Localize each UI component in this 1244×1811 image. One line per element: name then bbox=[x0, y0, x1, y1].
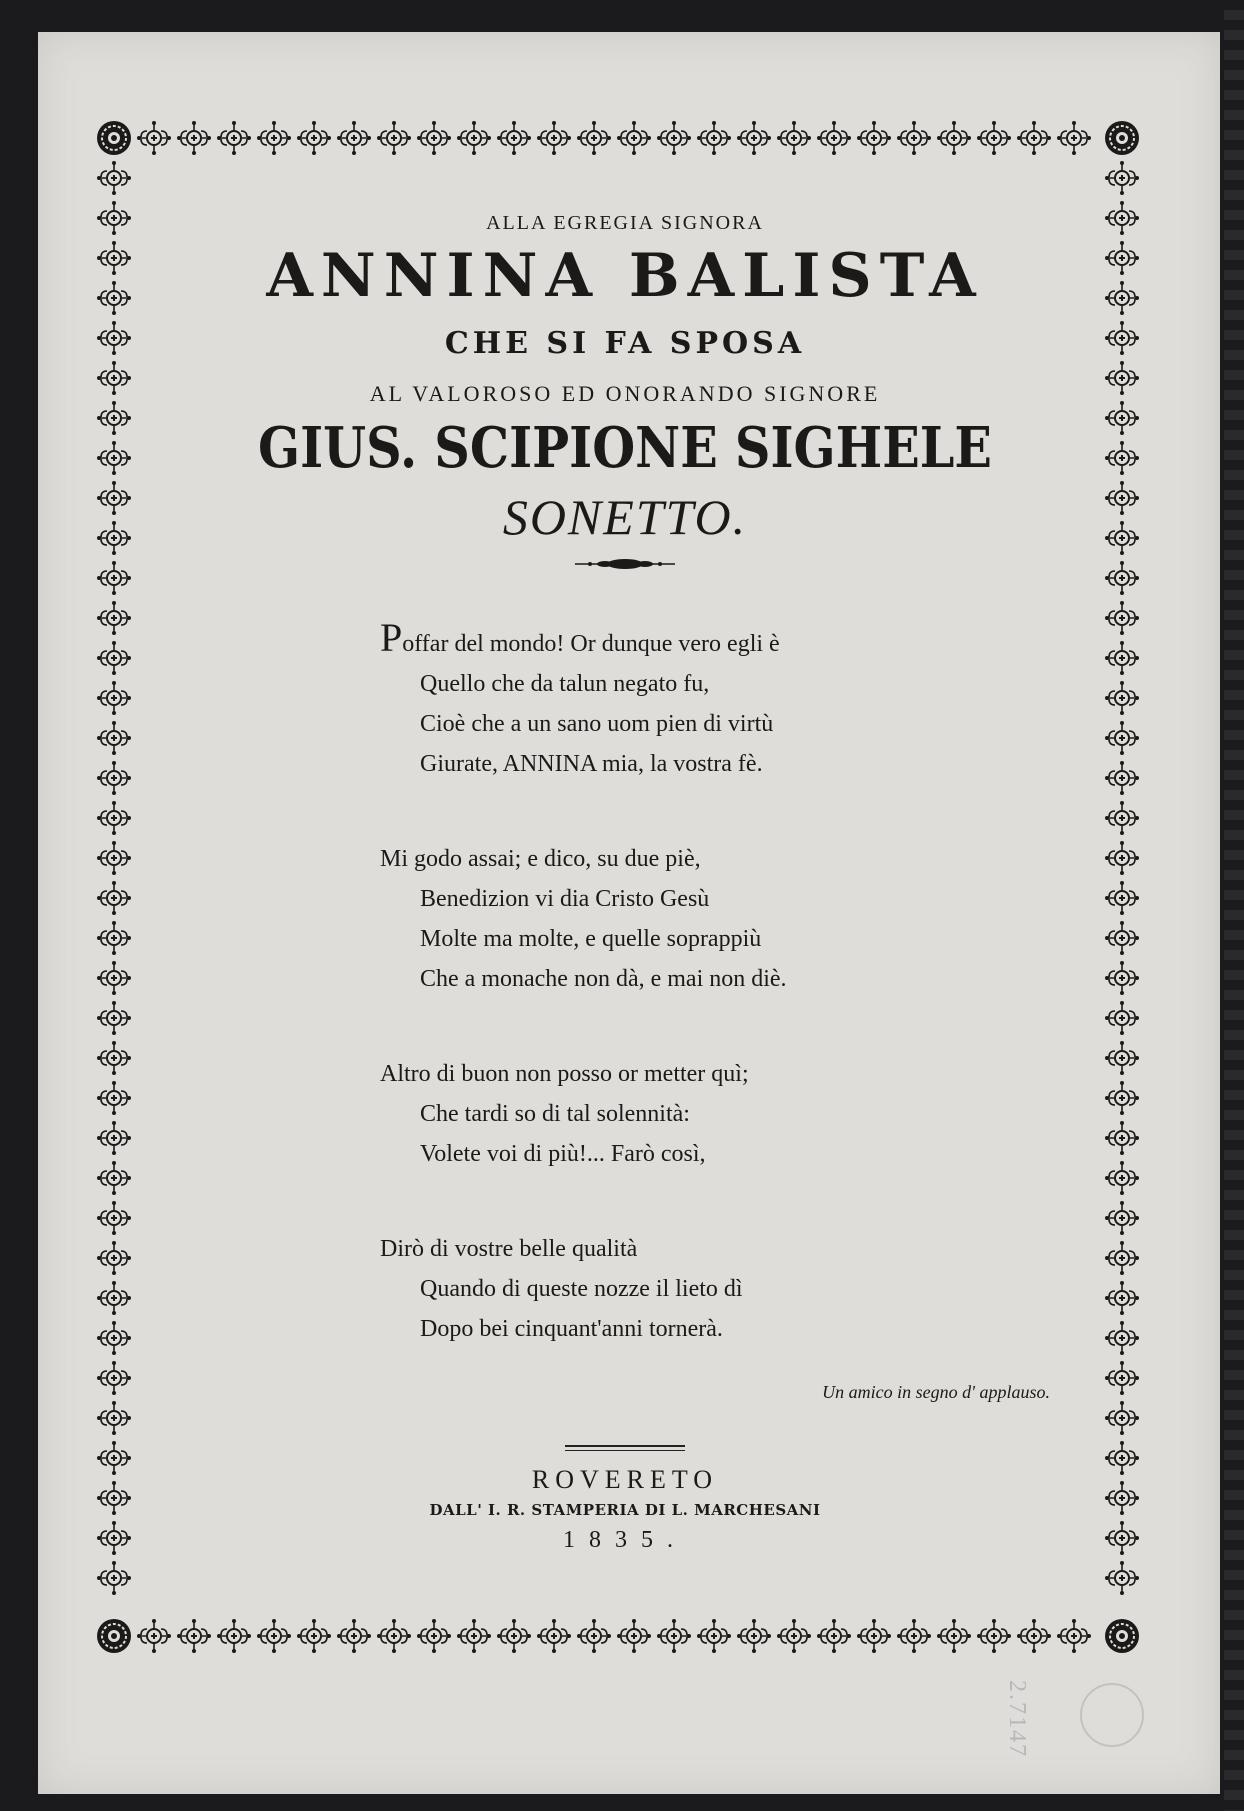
cross-rosette-icon bbox=[97, 481, 131, 515]
cross-rosette-icon bbox=[97, 641, 131, 675]
cross-rosette-icon bbox=[737, 121, 771, 155]
cross-rosette-icon bbox=[97, 921, 131, 955]
cross-rosette-icon bbox=[1105, 281, 1139, 315]
cross-rosette-icon bbox=[97, 841, 131, 875]
cross-rosette-icon bbox=[217, 121, 251, 155]
cross-rosette-icon bbox=[1105, 201, 1139, 235]
cross-rosette-icon bbox=[1105, 1081, 1139, 1115]
cross-rosette-icon bbox=[97, 321, 131, 355]
cross-rosette-icon bbox=[1105, 441, 1139, 475]
drop-cap: P bbox=[380, 614, 403, 660]
verse-line: Giurate, ANNINA mia, la vostra fè. bbox=[420, 750, 763, 777]
cross-rosette-icon bbox=[257, 1619, 291, 1653]
cross-rosette-icon bbox=[1057, 121, 1091, 155]
recipient-name: ANNINA BALISTA bbox=[266, 241, 984, 311]
cross-rosette-icon bbox=[897, 1619, 931, 1653]
cross-rosette-icon bbox=[97, 1081, 131, 1115]
cross-rosette-icon bbox=[697, 1619, 731, 1653]
cross-rosette-icon bbox=[97, 1041, 131, 1075]
cross-rosette-icon bbox=[97, 1321, 131, 1355]
cross-rosette-icon bbox=[297, 1619, 331, 1653]
cross-rosette-icon bbox=[577, 121, 611, 155]
cross-rosette-icon bbox=[1105, 241, 1139, 275]
occasion: CHE SI FA SPOSA bbox=[444, 326, 806, 361]
cross-rosette-icon bbox=[777, 1619, 811, 1653]
groom-name: GIUS. SCIPIONE SIGHELE bbox=[257, 415, 992, 481]
cross-rosette-icon bbox=[97, 1441, 131, 1475]
verse-line: Dopo bei cinquant'anni tornerà. bbox=[420, 1315, 723, 1342]
verse-line: Che a monache non dà, e mai non diè. bbox=[420, 965, 787, 992]
stanza-3 bbox=[380, 1054, 1050, 1174]
cross-rosette-icon bbox=[97, 761, 131, 795]
sun-rosette-icon bbox=[97, 1619, 131, 1653]
cross-rosette-icon bbox=[1105, 1401, 1139, 1435]
verse-line: Dirò di vostre belle qualità bbox=[380, 1235, 638, 1262]
cross-rosette-icon bbox=[97, 1001, 131, 1035]
cross-rosette-icon bbox=[1105, 1561, 1139, 1595]
cross-rosette-icon bbox=[97, 1521, 131, 1555]
cross-rosette-icon bbox=[417, 121, 451, 155]
stanza-4 bbox=[380, 1229, 1050, 1349]
double-rule-divider bbox=[565, 1445, 685, 1451]
cross-rosette-icon bbox=[97, 1481, 131, 1515]
cross-rosette-icon bbox=[217, 1619, 251, 1653]
cross-rosette-icon bbox=[697, 121, 731, 155]
cross-rosette-icon bbox=[377, 121, 411, 155]
cross-rosette-icon bbox=[1105, 1241, 1139, 1275]
cross-rosette-icon bbox=[1105, 401, 1139, 435]
cross-rosette-icon bbox=[1105, 641, 1139, 675]
cross-rosette-icon bbox=[857, 1619, 891, 1653]
cross-rosette-icon bbox=[817, 121, 851, 155]
cross-rosette-icon bbox=[617, 1619, 651, 1653]
genre-title: SONETTO. bbox=[502, 488, 748, 545]
cross-rosette-icon bbox=[1017, 1619, 1051, 1653]
cross-rosette-icon bbox=[97, 1281, 131, 1315]
sun-rosette-icon bbox=[1105, 1619, 1139, 1653]
cross-rosette-icon bbox=[1105, 1521, 1139, 1555]
cross-rosette-icon bbox=[577, 1619, 611, 1653]
cross-rosette-icon bbox=[1105, 841, 1139, 875]
verse-line: Volete voi di più!... Farò così, bbox=[420, 1140, 706, 1167]
cross-rosette-icon bbox=[1105, 1041, 1139, 1075]
cross-rosette-icon bbox=[97, 961, 131, 995]
cross-rosette-icon bbox=[137, 1619, 171, 1653]
cross-rosette-icon bbox=[97, 1241, 131, 1275]
cross-rosette-icon bbox=[97, 721, 131, 755]
verse-line: Altro di buon non posso or metter quì; bbox=[380, 1060, 749, 1087]
cross-rosette-icon bbox=[497, 121, 531, 155]
cross-rosette-icon bbox=[137, 121, 171, 155]
cross-rosette-icon bbox=[1105, 1201, 1139, 1235]
cross-rosette-icon bbox=[97, 521, 131, 555]
verse-line bbox=[380, 614, 1050, 664]
verse-line: Molte ma molte, e quelle soprappiù bbox=[420, 925, 762, 952]
cross-rosette-icon bbox=[377, 1619, 411, 1653]
scale-ruler bbox=[1224, 0, 1244, 1811]
cross-rosette-icon bbox=[97, 801, 131, 835]
verse-line: Benedizion vi dia Cristo Gesù bbox=[420, 885, 710, 912]
cross-rosette-icon bbox=[1105, 601, 1139, 635]
cross-rosette-icon bbox=[1105, 961, 1139, 995]
cross-rosette-icon bbox=[297, 121, 331, 155]
cross-rosette-icon bbox=[1105, 1161, 1139, 1195]
verse-line: Quando di queste nozze il lieto dì bbox=[420, 1275, 743, 1302]
cross-rosette-icon bbox=[1105, 1321, 1139, 1355]
cross-rosette-icon bbox=[537, 121, 571, 155]
cross-rosette-icon bbox=[937, 121, 971, 155]
sun-rosette-icon bbox=[1105, 121, 1139, 155]
cross-rosette-icon bbox=[657, 1619, 691, 1653]
cross-rosette-icon bbox=[857, 121, 891, 155]
cross-rosette-icon bbox=[1105, 521, 1139, 555]
cross-rosette-icon bbox=[1105, 321, 1139, 355]
cross-rosette-icon bbox=[537, 1619, 571, 1653]
cross-rosette-icon bbox=[177, 121, 211, 155]
cross-rosette-icon bbox=[337, 1619, 371, 1653]
stanza-1 bbox=[380, 614, 1050, 784]
cross-rosette-icon bbox=[657, 121, 691, 155]
cross-rosette-icon bbox=[97, 201, 131, 235]
sun-rosette-icon bbox=[97, 121, 131, 155]
cross-rosette-icon bbox=[497, 1619, 531, 1653]
broadside-content bbox=[200, 180, 1050, 1554]
signature: Un amico in segno d' applauso. bbox=[822, 1381, 1050, 1402]
cross-rosette-icon bbox=[97, 1121, 131, 1155]
imprint-year: 1835. bbox=[563, 1526, 687, 1553]
cross-rosette-icon bbox=[1105, 361, 1139, 395]
cross-rosette-icon bbox=[97, 681, 131, 715]
cross-rosette-icon bbox=[97, 1361, 131, 1395]
cross-rosette-icon bbox=[1105, 1001, 1139, 1035]
cross-rosette-icon bbox=[97, 881, 131, 915]
cross-rosette-icon bbox=[1105, 1281, 1139, 1315]
cross-rosette-icon bbox=[1105, 1481, 1139, 1515]
cross-rosette-icon bbox=[97, 561, 131, 595]
cross-rosette-icon bbox=[97, 1561, 131, 1595]
cross-rosette-icon bbox=[457, 121, 491, 155]
verse-text: offar del mondo! Or dunque vero egli è bbox=[402, 630, 780, 657]
cross-rosette-icon bbox=[1105, 921, 1139, 955]
sonnet-text bbox=[380, 614, 1050, 1349]
cross-rosette-icon bbox=[1105, 721, 1139, 755]
cross-rosette-icon bbox=[1105, 801, 1139, 835]
cross-rosette-icon bbox=[97, 601, 131, 635]
cross-rosette-icon bbox=[97, 241, 131, 275]
cross-rosette-icon bbox=[1105, 881, 1139, 915]
cross-rosette-icon bbox=[1057, 1619, 1091, 1653]
cross-rosette-icon bbox=[97, 1401, 131, 1435]
cross-rosette-icon bbox=[1105, 1121, 1139, 1155]
cross-rosette-icon bbox=[1105, 681, 1139, 715]
verse-line: Che tardi so di tal solennità: bbox=[420, 1100, 690, 1127]
cross-rosette-icon bbox=[817, 1619, 851, 1653]
cross-rosette-icon bbox=[337, 121, 371, 155]
stanza-2 bbox=[380, 839, 1050, 999]
cross-rosette-icon bbox=[977, 121, 1011, 155]
cross-rosette-icon bbox=[97, 161, 131, 195]
cross-rosette-icon bbox=[97, 1161, 131, 1195]
cross-rosette-icon bbox=[1105, 161, 1139, 195]
cross-rosette-icon bbox=[97, 361, 131, 395]
cross-rosette-icon bbox=[1105, 561, 1139, 595]
cross-rosette-icon bbox=[97, 1201, 131, 1235]
leaf-vignette-icon bbox=[200, 554, 1050, 578]
cross-rosette-icon bbox=[937, 1619, 971, 1653]
cross-rosette-icon bbox=[737, 1619, 771, 1653]
cross-rosette-icon bbox=[97, 441, 131, 475]
cross-rosette-icon bbox=[1105, 1441, 1139, 1475]
cross-rosette-icon bbox=[777, 121, 811, 155]
verse-line: Cioè che a un sano uom pien di virtù bbox=[420, 710, 774, 737]
verse-line: Quello che da talun negato fu, bbox=[420, 670, 710, 697]
dedication-line-1: ALLA EGREGIA SIGNORA bbox=[486, 212, 764, 234]
verse-line: Mi godo assai; e dico, su due piè, bbox=[380, 845, 701, 872]
cross-rosette-icon bbox=[977, 1619, 1011, 1653]
imprint-printer: DALL' I. R. STAMPERIA DI L. MARCHESANI bbox=[429, 1500, 821, 1519]
dedication-line-2: AL VALOROSO ED ONORANDO SIGNORE bbox=[369, 381, 881, 406]
cross-rosette-icon bbox=[97, 281, 131, 315]
cross-rosette-icon bbox=[1105, 761, 1139, 795]
cross-rosette-icon bbox=[457, 1619, 491, 1653]
cross-rosette-icon bbox=[1105, 481, 1139, 515]
cross-rosette-icon bbox=[1105, 1361, 1139, 1395]
cross-rosette-icon bbox=[617, 121, 651, 155]
cross-rosette-icon bbox=[97, 401, 131, 435]
cross-rosette-icon bbox=[1017, 121, 1051, 155]
cross-rosette-icon bbox=[417, 1619, 451, 1653]
cross-rosette-icon bbox=[897, 121, 931, 155]
cross-rosette-icon bbox=[177, 1619, 211, 1653]
library-stamp bbox=[1080, 1683, 1144, 1747]
shelfmark: 2.7147 bbox=[1004, 1680, 1030, 1758]
imprint-city: ROVERETO bbox=[531, 1464, 719, 1494]
cross-rosette-icon bbox=[257, 121, 291, 155]
